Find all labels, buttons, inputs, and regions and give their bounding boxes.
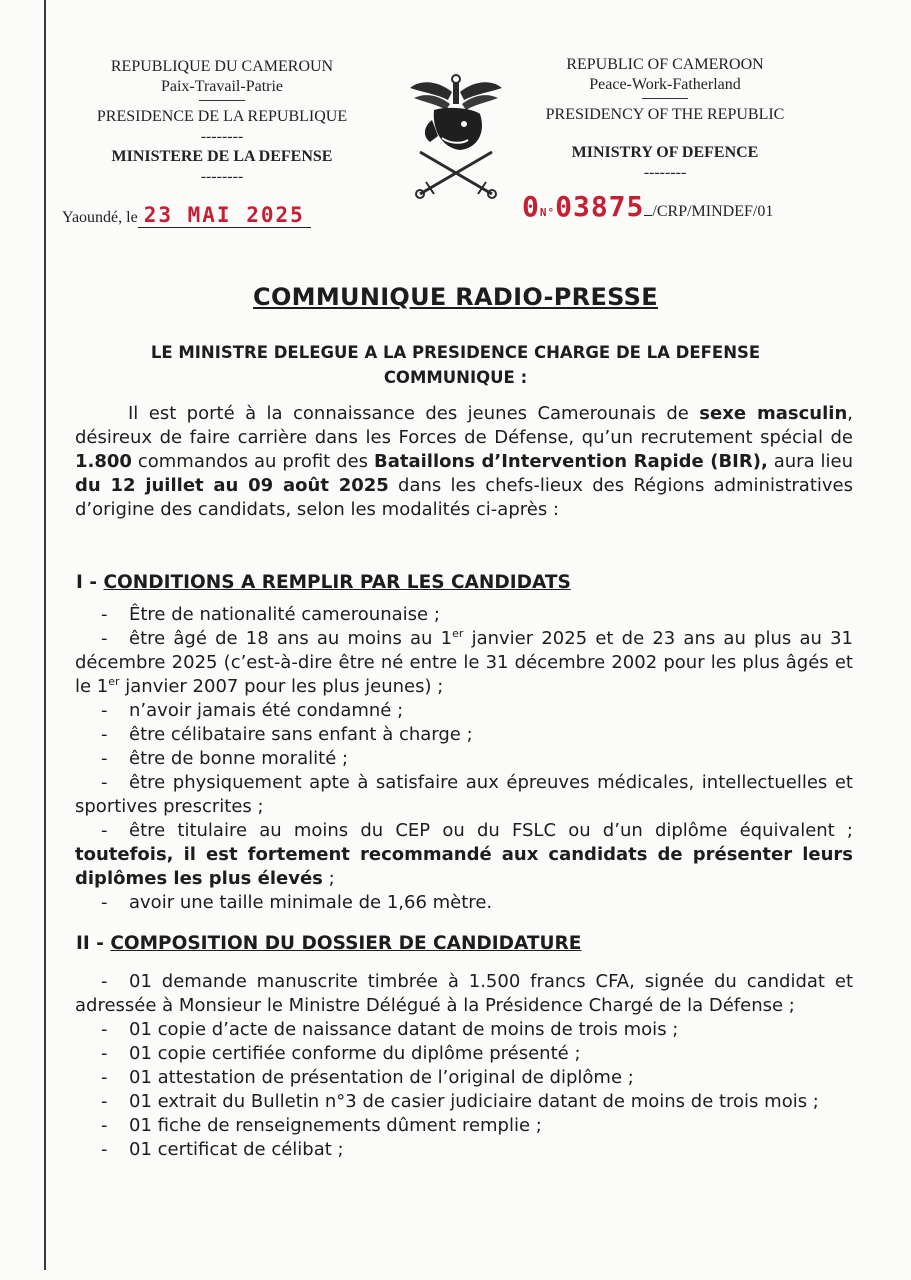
ref-number (522, 190, 644, 223)
bullet: - (101, 700, 108, 721)
bullet: - (101, 1139, 108, 1160)
ref-suffix: /CRP/MINDEF/01 (652, 203, 774, 220)
condition-height: avoir une taille minimale de 1,66 mètre. (129, 892, 493, 913)
presidency-fr: PRESIDENCE DE LA REPUBLIQUE (96, 108, 348, 125)
intro-bold-sex: sexe masculin (699, 403, 848, 424)
ref-number-rest: 03875 (555, 190, 645, 223)
section-2-number: II - (76, 933, 111, 954)
condition-record: n’avoir jamais été condamné ; (129, 700, 404, 721)
ref-prefix: N° (539, 206, 556, 219)
bullet: - (101, 628, 108, 649)
list-item (75, 771, 853, 819)
condition-single: être célibataire sans enfant à charge ; (129, 724, 473, 745)
condition-age-1: être âgé de 18 ans au moins au 1 (129, 628, 453, 649)
intro-bold-count: 1.800 (75, 451, 132, 472)
intro-paragraph (75, 402, 853, 522)
motto-fr: Paix-Travail-Patrie (160, 78, 284, 95)
motto-en: Peace-Work-Fatherland (589, 76, 741, 93)
documents-list (75, 970, 853, 1162)
doc-birth-certificate: 01 copie d’acte de naissance datant de moins de trois mois ; (129, 1019, 679, 1040)
list-item (75, 819, 853, 891)
country-fr: REPUBLIQUE DU CAMEROUN (110, 58, 334, 75)
page-subtitle: LE MINISTRE DELEGUE A LA PRESIDENCE CHARGE DE LA DEFENSE COMMUNIQUE : (150, 343, 761, 387)
section-1-number: I - (76, 572, 104, 593)
reference-line (522, 190, 773, 223)
list-item (75, 699, 853, 723)
bullet: - (101, 772, 108, 793)
list-item (75, 970, 853, 1018)
condition-age-3: janvier 2007 pour les plus jeunes) ; (119, 676, 444, 697)
doc-info-sheet: 01 fiche de renseignements dûment remplie ; (129, 1115, 542, 1136)
intro-bold-dates: du 12 juillet au 09 août 2025 (75, 475, 389, 496)
list-item (75, 1018, 853, 1042)
doc-celibacy-certificate: 01 certificat de célibat ; (129, 1139, 344, 1160)
bullet: - (101, 1043, 108, 1064)
header-divider-en (642, 98, 688, 99)
list-item (75, 1042, 853, 1066)
intro-text-3: commandos au profit des (131, 451, 374, 472)
doc-application: 01 demande manuscrite timbrée à 1.500 francs CFA, signée du candidat et adressée à Monsieur le Ministre Délégué à la Présidence Chargé de la Défense ; (75, 971, 853, 1016)
bullet: - (101, 604, 108, 625)
page-margin-line (44, 0, 46, 1270)
bullet: - (101, 971, 108, 992)
header-right-block (515, 55, 815, 183)
separator-en: -------- (643, 164, 687, 181)
list-item (75, 891, 853, 915)
doc-criminal-record: 01 extrait du Bulletin n°3 de casier judiciaire datant de moins de trois mois ; (129, 1091, 819, 1112)
intro-text-1: Il est porté à la connaissance des jeunes Camerounais de (128, 403, 700, 424)
date-label: Yaoundé, le (62, 209, 138, 226)
ministry-en: MINISTRY OF DEFENCE (571, 144, 759, 161)
list-item (75, 1066, 853, 1090)
bullet: - (101, 1019, 108, 1040)
intro-text-4: aura lieu (767, 451, 854, 472)
section-1-title: CONDITIONS A REMPLIR PAR LES CANDIDATS (103, 572, 571, 593)
list-item (75, 603, 853, 627)
condition-fitness: être physiquement apte à satisfaire aux épreuves médicales, intellectuelles et sportives prescrites ; (75, 772, 853, 817)
condition-diploma-recommendation: toutefois, il est fortement recommandé aux candidats de présenter leurs diplômes les plus élevés (75, 844, 853, 889)
list-item (75, 1090, 853, 1114)
list-item (75, 1138, 853, 1162)
superscript-er-2: er (108, 675, 120, 688)
section-2-heading (76, 933, 581, 954)
bullet: - (101, 892, 108, 913)
defense-emblem-icon (402, 70, 510, 202)
condition-morality: être de bonne moralité ; (129, 748, 349, 769)
date-line (62, 203, 311, 228)
intro-text-2: , désireux de faire carrière dans les Forces de Défense, qu’un recrutement spécial de (75, 403, 853, 448)
ministry-fr: MINISTERE DE LA DEFENSE (111, 148, 333, 165)
header-divider (199, 100, 245, 101)
list-item (75, 1114, 853, 1138)
bullet: - (101, 1091, 108, 1112)
intro-text-5: dans les chefs-lieux des Régions administratives d’origine des candidats, selon les modalités ci-après : (75, 475, 853, 520)
separator-fr: -------- (200, 128, 244, 145)
bullet: - (101, 1115, 108, 1136)
bullet: - (101, 748, 108, 769)
page-title: COMMUNIQUE RADIO-PRESSE (253, 283, 658, 311)
list-item (75, 747, 853, 771)
condition-diploma-end: ; (322, 868, 335, 889)
condition-nationality: Être de nationalité camerounaise ; (129, 604, 440, 625)
condition-age-2: janvier 2025 et de 23 ans au plus au 31 décembre 2025 (c’est-à-dire être né entre le 31 décembre 2002 pour les plus âgés et le 1 (75, 628, 853, 697)
section-2-title: COMPOSITION DU DOSSIER DE CANDIDATURE (110, 933, 582, 954)
bullet: - (101, 1067, 108, 1088)
ref-number-first-digit: 0 (522, 190, 540, 223)
header-left-block (62, 57, 382, 187)
superscript-er: er (452, 627, 464, 640)
doc-diploma-attestation: 01 attestation de présentation de l’original de diplôme ; (129, 1067, 634, 1088)
country-en: REPUBLIC OF CAMEROON (566, 56, 764, 73)
list-item (75, 627, 853, 699)
presidency-en: PRESIDENCY OF THE REPUBLIC (545, 106, 785, 123)
bullet: - (101, 820, 108, 841)
list-item (75, 723, 853, 747)
doc-diploma-copy: 01 copie certifiée conforme du diplôme présenté ; (129, 1043, 581, 1064)
section-1-heading (76, 572, 571, 593)
intro-bold-bir: Bataillons d’Intervention Rapide (BIR), (373, 451, 768, 472)
date-stamp: 23 MAI 2025 (143, 203, 305, 227)
conditions-list (75, 603, 853, 915)
condition-diploma: être titulaire au moins du CEP ou du FSLC ou d’un diplôme équivalent ; (129, 820, 853, 841)
separator-fr-2: -------- (200, 168, 244, 185)
bullet: - (101, 724, 108, 745)
